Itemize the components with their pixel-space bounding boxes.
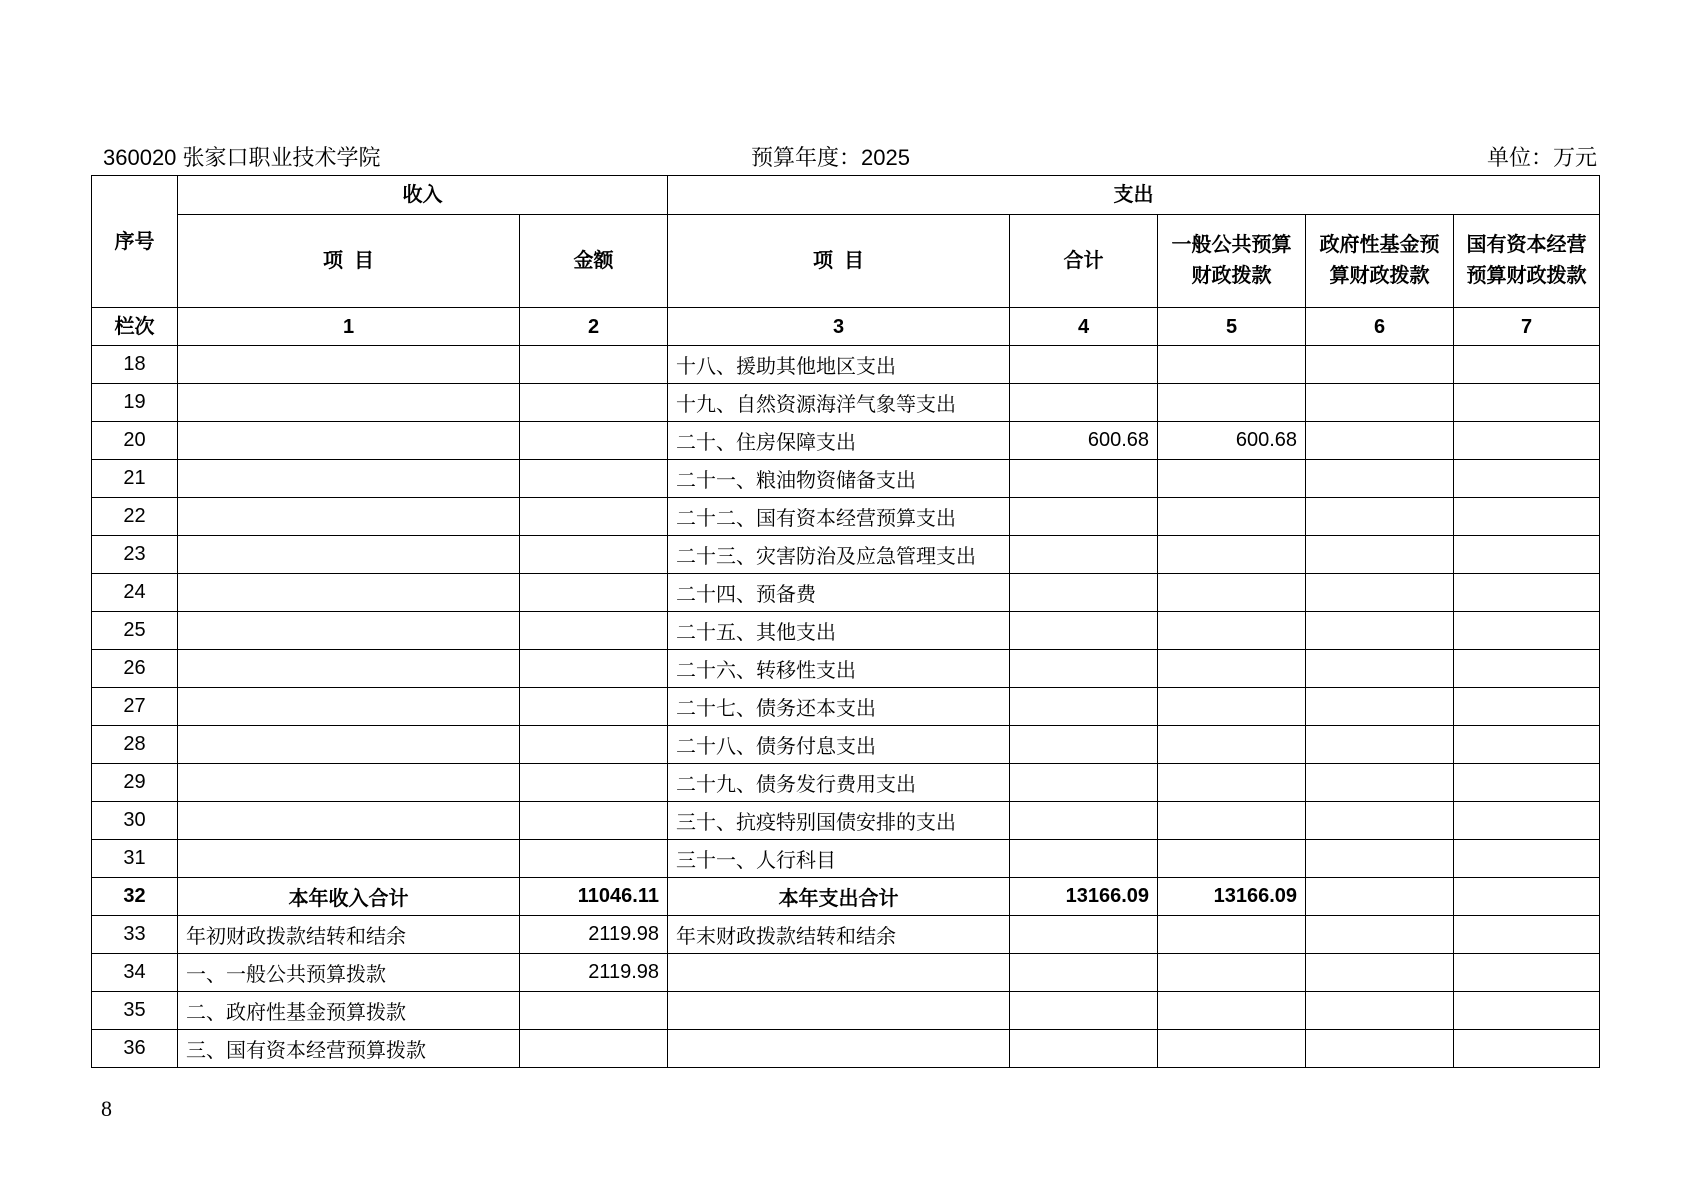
table-row [92,460,1600,498]
table-row [92,916,1600,954]
cell-general-budget [1158,726,1306,764]
cell-seq: 22 [92,498,178,536]
cell-state-capital [1454,992,1600,1030]
cell-income-amount [520,384,668,422]
cell-state-capital [1454,954,1600,992]
cell-seq: 19 [92,384,178,422]
table-row [92,346,1600,384]
table-row [92,1030,1600,1068]
cell-state-capital [1454,574,1600,612]
header-seq: 序号 [92,176,178,308]
cell-income-item: 本年收入合计 [178,878,520,916]
cell-expense-item: 二十一、粮油物资储备支出 [668,460,1010,498]
cell-income-item [178,612,520,650]
table-body [92,346,1600,1068]
cell-total [1010,688,1158,726]
col-num-7: 7 [1454,308,1600,346]
table-row [92,726,1600,764]
cell-gov-fund [1306,460,1454,498]
cell-gov-fund [1306,726,1454,764]
cell-state-capital [1454,422,1600,460]
page-number: 8 [101,1096,112,1121]
table-row [92,840,1600,878]
cell-income-amount [520,498,668,536]
cell-expense-item: 二十五、其他支出 [668,612,1010,650]
column-label: 栏次 [92,308,178,346]
cell-seq: 24 [92,574,178,612]
cell-expense-item [668,1030,1010,1068]
table-row [92,802,1600,840]
cell-income-amount [520,650,668,688]
cell-total [1010,574,1158,612]
col-num-3: 3 [668,308,1010,346]
cell-gov-fund [1306,802,1454,840]
cell-income-item [178,574,520,612]
cell-state-capital [1454,460,1600,498]
table-row [92,536,1600,574]
cell-seq: 20 [92,422,178,460]
header-gov-fund: 政府性基金预算财政拨款 [1306,215,1454,308]
cell-state-capital [1454,802,1600,840]
table-row [92,422,1600,460]
col-num-6: 6 [1306,308,1454,346]
cell-general-budget [1158,954,1306,992]
header-income: 收入 [178,176,668,215]
cell-expense-item: 二十四、预备费 [668,574,1010,612]
cell-income-item [178,498,520,536]
cell-income-item [178,726,520,764]
cell-seq: 21 [92,460,178,498]
cell-total [1010,840,1158,878]
cell-state-capital [1454,346,1600,384]
table-row [92,764,1600,802]
cell-general-budget [1158,460,1306,498]
cell-income-amount: 11046.11 [520,878,668,916]
cell-income-item [178,688,520,726]
cell-general-budget [1158,802,1306,840]
cell-income-amount: 2119.98 [520,916,668,954]
cell-income-amount [520,346,668,384]
cell-state-capital [1454,916,1600,954]
cell-seq: 29 [92,764,178,802]
cell-general-budget: 13166.09 [1158,878,1306,916]
cell-general-budget [1158,536,1306,574]
col-num-4: 4 [1010,308,1158,346]
cell-state-capital [1454,726,1600,764]
header-total: 合计 [1010,215,1158,308]
cell-gov-fund [1306,422,1454,460]
cell-seq: 26 [92,650,178,688]
cell-expense-item: 十八、援助其他地区支出 [668,346,1010,384]
cell-income-amount [520,460,668,498]
table-row [92,612,1600,650]
cell-expense-item: 二十三、灾害防治及应急管理支出 [668,536,1010,574]
cell-expense-item: 二十二、国有资本经营预算支出 [668,498,1010,536]
cell-total [1010,992,1158,1030]
cell-general-budget [1158,498,1306,536]
cell-total: 13166.09 [1010,878,1158,916]
cell-expense-item: 年末财政拨款结转和结余 [668,916,1010,954]
table-row [92,992,1600,1030]
cell-expense-item: 十九、自然资源海洋气象等支出 [668,384,1010,422]
cell-total [1010,802,1158,840]
table-row [92,954,1600,992]
cell-income-item: 年初财政拨款结转和结余 [178,916,520,954]
cell-income-amount [520,688,668,726]
col-num-2: 2 [520,308,668,346]
cell-expense-item: 二十八、债务付息支出 [668,726,1010,764]
cell-seq: 35 [92,992,178,1030]
cell-expense-item: 本年支出合计 [668,878,1010,916]
cell-seq: 25 [92,612,178,650]
cell-state-capital [1454,612,1600,650]
cell-income-item [178,346,520,384]
cell-gov-fund [1306,346,1454,384]
cell-general-budget [1158,612,1306,650]
cell-expense-item: 二十、住房保障支出 [668,422,1010,460]
header-expense-item: 项 目 [668,215,1010,308]
cell-gov-fund [1306,840,1454,878]
cell-state-capital [1454,878,1600,916]
cell-seq: 18 [92,346,178,384]
cell-total [1010,650,1158,688]
cell-expense-item: 三十、抗疫特别国债安排的支出 [668,802,1010,840]
cell-gov-fund [1306,992,1454,1030]
cell-expense-item [668,954,1010,992]
cell-total [1010,536,1158,574]
table-row [92,384,1600,422]
cell-income-item [178,802,520,840]
cell-general-budget [1158,650,1306,688]
unit-label: 单位：万元 [1486,145,1597,170]
cell-total: 600.68 [1010,422,1158,460]
cell-gov-fund [1306,498,1454,536]
cell-expense-item: 三十一、人行科目 [668,840,1010,878]
cell-income-item [178,536,520,574]
cell-income-amount [520,574,668,612]
cell-general-budget [1158,840,1306,878]
cell-income-item [178,840,520,878]
cell-state-capital [1454,384,1600,422]
cell-state-capital [1454,688,1600,726]
cell-expense-item: 二十七、债务还本支出 [668,688,1010,726]
cell-general-budget [1158,346,1306,384]
cell-total [1010,916,1158,954]
cell-income-amount [520,726,668,764]
cell-total [1010,460,1158,498]
cell-income-amount [520,992,668,1030]
cell-expense-item [668,992,1010,1030]
header-income-amount: 金额 [520,215,668,308]
cell-gov-fund [1306,612,1454,650]
cell-income-item [178,384,520,422]
cell-seq: 36 [92,1030,178,1068]
cell-income-item: 二、政府性基金预算拨款 [178,992,520,1030]
cell-general-budget [1158,1030,1306,1068]
col-num-1: 1 [178,308,520,346]
cell-state-capital [1454,650,1600,688]
cell-seq: 33 [92,916,178,954]
cell-total [1010,1030,1158,1068]
cell-total [1010,384,1158,422]
cell-gov-fund [1306,916,1454,954]
budget-year: 预算年度：2025 [751,145,910,170]
cell-general-budget [1158,992,1306,1030]
table-row [92,878,1600,916]
header-expense: 支出 [668,176,1600,215]
cell-income-item [178,764,520,802]
cell-gov-fund [1306,878,1454,916]
unit-name: 360020 张家口职业技术学院 [103,145,381,170]
cell-state-capital [1454,840,1600,878]
cell-state-capital [1454,498,1600,536]
cell-seq: 32 [92,878,178,916]
cell-total [1010,612,1158,650]
cell-total [1010,954,1158,992]
cell-general-budget [1158,764,1306,802]
cell-seq: 28 [92,726,178,764]
cell-gov-fund [1306,574,1454,612]
cell-general-budget: 600.68 [1158,422,1306,460]
cell-total [1010,346,1158,384]
cell-income-amount [520,422,668,460]
cell-income-amount [520,1030,668,1068]
cell-income-amount [520,612,668,650]
cell-income-amount [520,764,668,802]
cell-state-capital [1454,536,1600,574]
cell-income-item [178,422,520,460]
header-income-item: 项 目 [178,215,520,308]
cell-total [1010,764,1158,802]
table-caption [91,139,1597,171]
table-row [92,574,1600,612]
cell-seq: 31 [92,840,178,878]
cell-seq: 27 [92,688,178,726]
cell-gov-fund [1306,764,1454,802]
cell-general-budget [1158,574,1306,612]
table-row [92,498,1600,536]
cell-gov-fund [1306,954,1454,992]
cell-income-amount: 2119.98 [520,954,668,992]
cell-seq: 23 [92,536,178,574]
cell-income-amount [520,802,668,840]
cell-gov-fund [1306,1030,1454,1068]
col-num-5: 5 [1158,308,1306,346]
cell-general-budget [1158,688,1306,726]
cell-general-budget [1158,916,1306,954]
cell-total [1010,498,1158,536]
budget-table [91,175,1600,1068]
cell-gov-fund [1306,536,1454,574]
header-state-capital: 国有资本经营预算财政拨款 [1454,215,1600,308]
cell-income-item: 一、一般公共预算拨款 [178,954,520,992]
cell-expense-item: 二十九、债务发行费用支出 [668,764,1010,802]
cell-seq: 34 [92,954,178,992]
cell-general-budget [1158,384,1306,422]
cell-income-amount [520,536,668,574]
cell-gov-fund [1306,688,1454,726]
cell-gov-fund [1306,650,1454,688]
cell-expense-item: 二十六、转移性支出 [668,650,1010,688]
header-general-budget: 一般公共预算财政拨款 [1158,215,1306,308]
cell-state-capital [1454,1030,1600,1068]
cell-total [1010,726,1158,764]
cell-gov-fund [1306,384,1454,422]
cell-income-amount [520,840,668,878]
table-row [92,688,1600,726]
cell-seq: 30 [92,802,178,840]
cell-state-capital [1454,764,1600,802]
cell-income-item: 三、国有资本经营预算拨款 [178,1030,520,1068]
cell-income-item [178,460,520,498]
cell-income-item [178,650,520,688]
table-row [92,650,1600,688]
